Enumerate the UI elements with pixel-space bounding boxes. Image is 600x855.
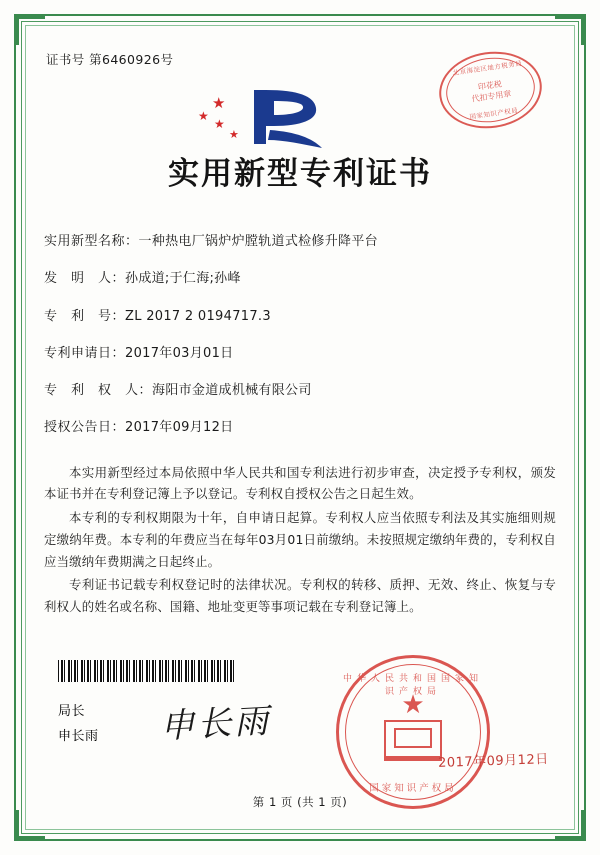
field-label: 授权公告日： <box>44 420 126 436</box>
legal-text-block <box>44 462 556 618</box>
field-value: 2017年09月12日 <box>125 420 234 436</box>
logo-star-icon: ★ <box>214 117 225 131</box>
logo-star-icon: ★ <box>229 128 239 141</box>
seal-star-icon: ★ <box>401 690 425 720</box>
director-handwritten-signature: 申长雨 <box>159 701 273 747</box>
field-value: ZL 2017 2 0194717.3 <box>125 308 271 324</box>
barcode <box>58 660 235 682</box>
field-label: 发 明 人： <box>44 271 126 287</box>
legal-paragraph: 本专利的专利权期限为十年，自申请日起算。专利权人应当依照专利法及其实施细则规定缴纳年费。本专利的年费应当在每年03月01日前缴纳。未按照规定缴纳年费的，专利权自应当缴纳年费期满之日起终止。 <box>44 510 556 569</box>
seal-arc-bottom-text: 国家知识产权局 <box>469 106 519 122</box>
field-utility-model-name <box>44 235 556 249</box>
logo-star-icon: ★ <box>212 94 226 112</box>
seal-arc-top-text: 北京海淀区地方税务局 <box>452 59 523 78</box>
field-list <box>44 235 556 436</box>
corner-ornament-top-left <box>14 14 45 45</box>
field-patent-number <box>44 310 556 324</box>
field-label: 实用新型名称： <box>44 234 139 249</box>
field-value: 孙成道;于仁海;孙峰 <box>125 271 241 287</box>
field-value: 一种热电厂锅炉炉膛轨道式检修升降平台 <box>138 234 378 249</box>
director-role-label: 局长 <box>58 704 86 719</box>
corner-ornament-bottom-right <box>555 810 586 841</box>
director-name-label: 申长雨 <box>58 728 99 744</box>
seal-center-line1: 印花税 <box>477 79 503 92</box>
seal-center-line2: 代扣专用章 <box>470 89 512 104</box>
field-label: 专 利 号： <box>44 308 126 324</box>
legal-paragraph: 本实用新型经过本局依照中华人民共和国专利法进行初步审查，决定授予专利权，颁发本证书并在专利登记簿上予以登记。专利权自授权公告之日起生效。 <box>44 464 556 502</box>
page-footer: 第 1 页 (共 1 页) <box>252 795 348 809</box>
field-application-date <box>44 347 556 361</box>
field-label: 专 利 权 人： <box>44 383 153 399</box>
field-patentee <box>44 384 556 398</box>
seal-date-stamp: 2017年09月12日 <box>437 752 549 771</box>
field-grant-announcement-date <box>44 421 556 435</box>
page-title: 实用新型专利证书 <box>168 156 432 192</box>
signature-block <box>58 700 99 749</box>
seal-bottom-text: 国家知识产权局 <box>369 783 457 794</box>
corner-ornament-top-right <box>555 14 586 45</box>
seal-gate-emblem-icon <box>384 720 442 761</box>
corner-ornament-bottom-left <box>14 810 45 841</box>
field-inventors <box>44 272 556 286</box>
field-label: 专利申请日： <box>44 345 126 361</box>
certificate-number: 证书号 第6460926号 <box>46 52 174 67</box>
field-value: 海阳市金道成机械有限公司 <box>152 383 312 399</box>
official-red-seal <box>336 655 490 809</box>
field-value: 2017年03月01日 <box>125 345 234 361</box>
certificate-content <box>44 50 556 620</box>
seal-top-text: 中华人民共和国国家知识产权局 <box>342 674 483 697</box>
legal-paragraph: 专利证书记载专利权登记时的法律状况。专利权的转移、质押、无效、终止、恢复与专利权人的姓名或名称、国籍、地址变更等事项记载在专利登记簿上。 <box>44 577 556 614</box>
logo-star-icon: ★ <box>198 109 209 123</box>
